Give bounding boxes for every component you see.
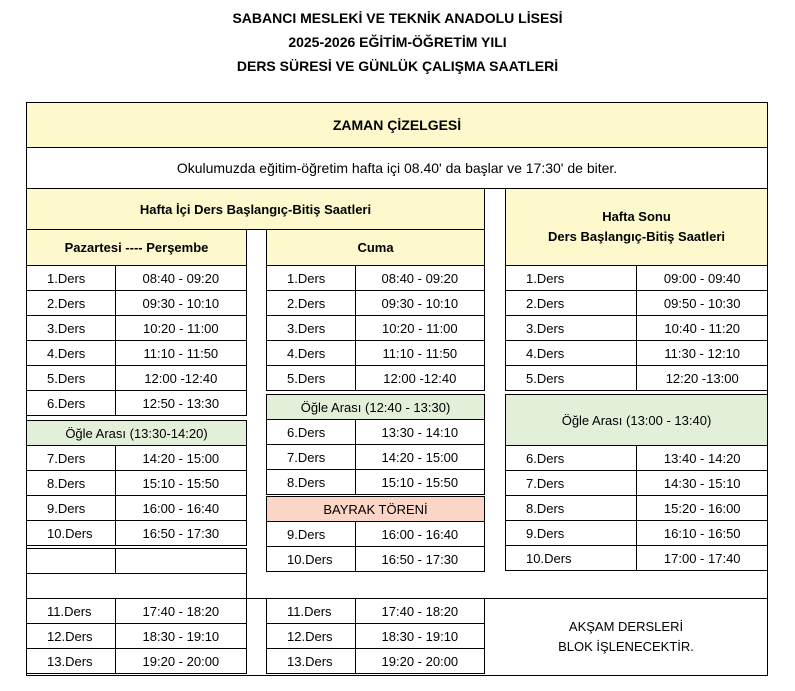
lesson-row [27, 496, 247, 521]
lesson-time: 16:50 - 17:30 [355, 547, 484, 572]
lesson-name: 5.Ders [27, 366, 116, 391]
lesson-row [27, 291, 247, 316]
friday-table-b [266, 419, 485, 495]
lesson-row [506, 471, 768, 496]
mon-thu-heading: Pazartesi ---- Perşembe [26, 229, 247, 266]
lesson-row [267, 366, 485, 391]
lesson-row [27, 649, 247, 674]
lesson-name: 3.Ders [27, 316, 116, 341]
lesson-time: 13:30 - 14:10 [355, 420, 484, 445]
lesson-time: 17:40 - 18:20 [115, 599, 246, 624]
empty-row [27, 549, 247, 574]
lesson-time: 11:10 - 11:50 [115, 341, 246, 366]
lesson-row [267, 266, 485, 291]
lesson-time: 12:20 -13:00 [637, 366, 768, 391]
lesson-time: 09:50 - 10:30 [637, 291, 768, 316]
lesson-time: 08:40 - 09:20 [115, 266, 246, 291]
lesson-time: 12:00 -12:40 [115, 366, 246, 391]
lesson-time: 17:40 - 18:20 [355, 599, 484, 624]
lesson-row [267, 445, 485, 470]
intro-text: Okulumuzda eğitim-öğretim hafta içi 08.40' da başlar ve 17:30' de biter. [26, 147, 768, 189]
lesson-row [267, 522, 485, 547]
lesson-time: 11:30 - 12:10 [637, 341, 768, 366]
lesson-name: 6.Ders [267, 420, 356, 445]
lesson-row [267, 341, 485, 366]
lesson-row [506, 521, 768, 546]
lesson-name: 2.Ders [267, 291, 356, 316]
lesson-time: 10:20 - 11:00 [355, 316, 484, 341]
lesson-row [506, 446, 768, 471]
empty-row [27, 574, 247, 599]
lesson-row [27, 341, 247, 366]
lesson-name: 1.Ders [506, 266, 637, 291]
lesson-name: 7.Ders [27, 446, 116, 471]
lesson-row [27, 521, 247, 546]
lesson-time: 09:30 - 10:10 [355, 291, 484, 316]
lesson-time: 18:30 - 19:10 [115, 624, 246, 649]
evening-note-line1: AKŞAM DERSLERİ [568, 619, 684, 634]
lesson-row [267, 547, 485, 572]
lesson-name: 7.Ders [506, 471, 637, 496]
lesson-time: 15:10 - 15:50 [355, 470, 484, 495]
lesson-name: 1.Ders [27, 266, 116, 291]
lesson-name: 10.Ders [506, 546, 637, 571]
lesson-row [267, 599, 485, 624]
lesson-row [27, 391, 247, 416]
lesson-name: 3.Ders [506, 316, 637, 341]
lesson-row [506, 366, 768, 391]
lesson-name: 6.Ders [506, 446, 637, 471]
lesson-time: 16:50 - 17:30 [115, 521, 246, 546]
lesson-row [506, 341, 768, 366]
lesson-name: 1.Ders [267, 266, 356, 291]
lesson-time: 16:10 - 16:50 [637, 521, 768, 546]
lesson-time: 12:50 - 13:30 [115, 391, 246, 416]
lesson-time: 15:10 - 15:50 [115, 471, 246, 496]
lesson-row [267, 316, 485, 341]
weekend-lunch: Öğle Arası (13:00 - 13:40) [505, 394, 768, 446]
lesson-row [506, 291, 768, 316]
weekend-table-b [505, 445, 768, 571]
lesson-row [267, 624, 485, 649]
lesson-row [27, 624, 247, 649]
lesson-time: 19:20 - 20:00 [115, 649, 246, 674]
academic-year: 2025-2026 EĞİTİM-ÖĞRETİM YILI [288, 34, 507, 50]
lesson-time: 14:30 - 15:10 [637, 471, 768, 496]
document-title: DERS SÜRESİ VE GÜNLÜK ÇALIŞMA SAATLERİ [236, 58, 559, 74]
lesson-time: 13:40 - 14:20 [637, 446, 768, 471]
weekend-table-a [505, 265, 768, 391]
lesson-time: 09:30 - 10:10 [115, 291, 246, 316]
lesson-name: 11.Ders [267, 599, 356, 624]
lesson-time: 08:40 - 09:20 [355, 266, 484, 291]
lesson-time: 10:40 - 11:20 [637, 316, 768, 341]
lesson-name: 4.Ders [506, 341, 637, 366]
friday-table-c [266, 521, 485, 572]
lesson-time: 12:00 -12:40 [355, 366, 484, 391]
mon-thu-empty-rows [26, 548, 247, 599]
mon-thu-table-a [26, 265, 247, 416]
lesson-time: 16:00 - 16:40 [355, 522, 484, 547]
lesson-time: 18:30 - 19:10 [355, 624, 484, 649]
lesson-name: 4.Ders [27, 341, 116, 366]
lesson-row [27, 266, 247, 291]
lesson-row [27, 471, 247, 496]
friday-evening-table [266, 598, 485, 674]
lesson-row [27, 446, 247, 471]
lesson-row [267, 649, 485, 674]
lesson-name: 8.Ders [27, 471, 116, 496]
lesson-time: 15:20 - 16:00 [637, 496, 768, 521]
lesson-name: 7.Ders [267, 445, 356, 470]
lesson-row [27, 316, 247, 341]
lesson-name: 5.Ders [267, 366, 356, 391]
lesson-time: 11:10 - 11:50 [355, 341, 484, 366]
lesson-name: 10.Ders [267, 547, 356, 572]
lesson-name: 9.Ders [506, 521, 637, 546]
lesson-name: 13.Ders [27, 649, 116, 674]
lesson-name: 9.Ders [27, 496, 116, 521]
schedule-title: ZAMAN ÇİZELGESİ [26, 102, 768, 148]
mon-thu-evening-table [26, 598, 247, 674]
weekend-heading-line1: Hafta Sonu [602, 209, 671, 224]
lesson-row [506, 496, 768, 521]
lesson-name: 8.Ders [506, 496, 637, 521]
lesson-time: 14:20 - 15:00 [115, 446, 246, 471]
flag-ceremony: BAYRAK TÖRENİ [266, 496, 485, 522]
friday-table-a [266, 265, 485, 391]
lesson-time: 10:20 - 11:00 [115, 316, 246, 341]
lesson-name: 4.Ders [267, 341, 356, 366]
lesson-name: 6.Ders [27, 391, 116, 416]
lesson-name: 8.Ders [267, 470, 356, 495]
lesson-row [506, 316, 768, 341]
lesson-row [27, 599, 247, 624]
lesson-name: 9.Ders [267, 522, 356, 547]
lesson-row [506, 546, 768, 571]
school-name: SABANCI MESLEKİ VE TEKNİK ANADOLU LİSESİ [232, 10, 563, 26]
lesson-row [267, 291, 485, 316]
mon-thu-lunch: Öğle Arası (13:30-14:20) [26, 420, 247, 446]
weekday-heading: Hafta İçi Ders Başlangıç-Bitiş Saatleri [26, 188, 485, 230]
lesson-name: 5.Ders [506, 366, 637, 391]
friday-lunch: Öğle Arası (12:40 - 13:30) [266, 394, 485, 420]
lesson-row [27, 366, 247, 391]
weekend-heading-line2: Ders Başlangıç-Bitiş Saatleri [547, 229, 726, 244]
lesson-time: 14:20 - 15:00 [355, 445, 484, 470]
lesson-time: 09:00 - 09:40 [637, 266, 768, 291]
lesson-name: 12.Ders [27, 624, 116, 649]
lesson-name: 13.Ders [267, 649, 356, 674]
lesson-time: 19:20 - 20:00 [355, 649, 484, 674]
mon-thu-table-b [26, 445, 247, 546]
lesson-name: 12.Ders [267, 624, 356, 649]
evening-note [484, 598, 768, 676]
lesson-time: 17:00 - 17:40 [637, 546, 768, 571]
lesson-row [267, 470, 485, 495]
evening-note-line2: BLOK İŞLENECEKTİR. [558, 639, 694, 654]
lesson-name: 11.Ders [27, 599, 116, 624]
friday-heading: Cuma [266, 229, 485, 266]
lesson-time: 16:00 - 16:40 [115, 496, 246, 521]
lesson-name: 2.Ders [506, 291, 637, 316]
lesson-name: 10.Ders [27, 521, 116, 546]
lesson-row [267, 420, 485, 445]
weekend-heading [505, 188, 768, 266]
lesson-row [506, 266, 768, 291]
lesson-name: 2.Ders [27, 291, 116, 316]
lesson-name: 3.Ders [267, 316, 356, 341]
